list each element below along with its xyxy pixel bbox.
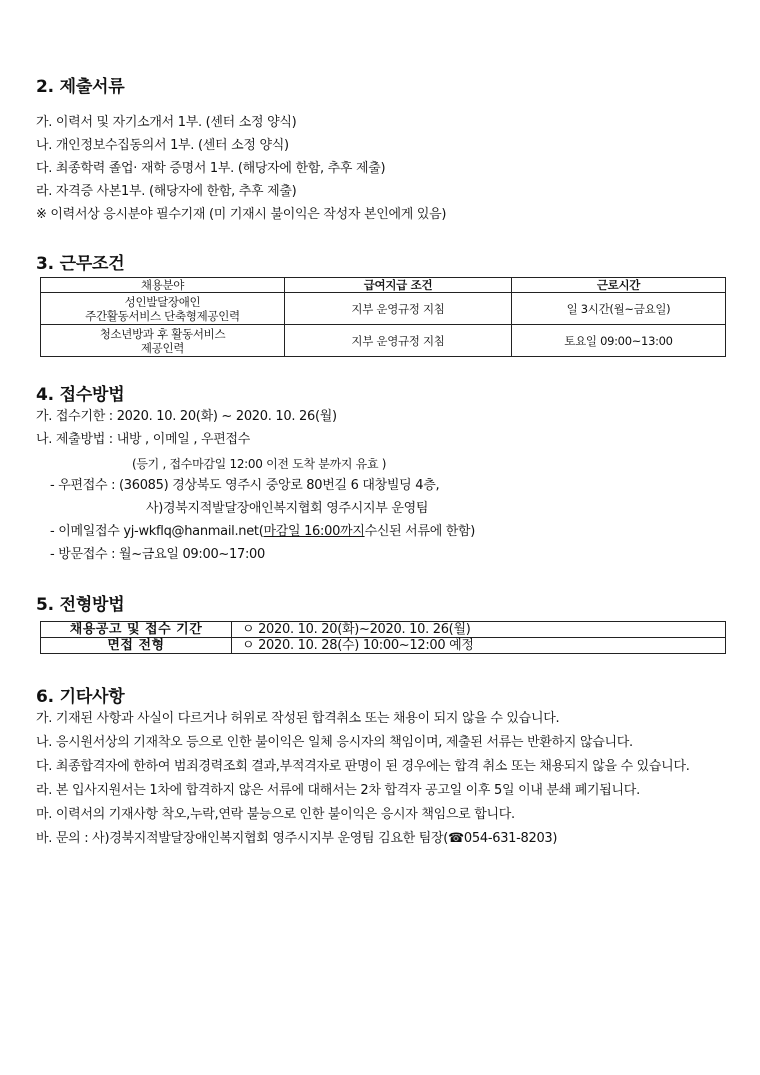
section-2-heading: 2. 제출서류 — [36, 77, 125, 97]
note-item: 나. 응시원서상의 기재착오 등으로 인한 불이익은 일체 응시자의 책임이며, 제출된 서류는 반환하지 않습니다. — [36, 735, 633, 750]
note-item: 다. 최종합격자에 한하여 범죄경력조회 결과,부적격자로 판명이 된 경우에는 합격 취소 또는 채용되지 않을 수 있습니다. — [36, 759, 690, 774]
column-header: 근로시간 — [512, 278, 726, 293]
table-header-row — [41, 278, 726, 293]
table-row — [41, 325, 726, 357]
field-line: 청소년방과 후 활동서비스 — [99, 326, 226, 341]
table-cell — [41, 293, 285, 325]
table-row — [41, 293, 726, 325]
table-row — [41, 622, 726, 638]
sec2-item-3: 다. 최종학력 졸업· 재학 증명서 1부. (해당자에 한함, 추후 제출) — [36, 161, 386, 176]
email-submission — [50, 523, 475, 541]
submission-method: 나. 제출방법 : 내방 , 이메일 , 우편접수 — [36, 432, 251, 447]
field-line: 제공인력 — [140, 340, 185, 355]
selection-table — [40, 621, 726, 654]
note-item: 바. 문의 : 사)경북지적발달장애인복지협회 영주시지부 운영팀 김요한 팀장(☎054-631-8203) — [36, 831, 558, 846]
table-cell: 토요일 09:00~13:00 — [512, 325, 726, 357]
column-header: 급여지급 조건 — [285, 278, 512, 293]
email-deadline: 마감일 16:00까지 — [263, 524, 365, 539]
sec2-item-2: 나. 개인정보수집동의서 1부. (센터 소정 양식) — [36, 138, 289, 153]
table-cell: 지부 운영규정 지침 — [285, 325, 512, 357]
table-cell: 지부 운영규정 지침 — [285, 293, 512, 325]
sec2-item-1: 가. 이력서 및 자기소개서 1부. (센터 소정 양식) — [36, 115, 297, 130]
other-notes — [36, 707, 726, 851]
postal-submission: - 우편접수 : (36085) 경상북도 영주시 중앙로 80번길 6 대창빌딩 4층, — [50, 478, 440, 493]
email-text: - 이메일접수 yj-wkflq@hanmail.net( — [50, 524, 264, 539]
note-item: 가. 기재된 사항과 사실이 다르거나 허위로 작성된 합격취소 또는 채용이 되지 않을 수 있습니다. — [36, 711, 560, 726]
section-4-heading: 4. 접수방법 — [36, 385, 125, 405]
section-3-heading: 3. 근무조건 — [36, 254, 125, 274]
submission-period: 가. 접수기한 : 2020. 10. 20(화) ~ 2020. 10. 26(월) — [36, 409, 337, 424]
section-5-heading: 5. 전형방법 — [36, 595, 125, 615]
visit-submission: - 방문접수 : 월~금요일 09:00~17:00 — [50, 547, 265, 562]
selection-label: 면접 전형 — [41, 638, 232, 654]
submission-method-note: (등기 , 접수마감일 12:00 이전 도착 분까지 유효 ) — [132, 457, 387, 471]
selection-value: ㅇ 2020. 10. 20(화)~2020. 10. 26(월) — [232, 622, 726, 638]
email-text-tail: 수신된 서류에 한함) — [364, 524, 476, 539]
selection-value: ㅇ 2020. 10. 28(수) 10:00~12:00 예정 — [232, 638, 726, 654]
field-line: 주간활동서비스 단축형제공인력 — [85, 308, 240, 323]
field-line: 성인발달장애인 — [124, 294, 201, 309]
note-item: 라. 본 입사지원서는 1차에 합격하지 않은 서류에 대해서는 2차 합격자 공고일 이후 5일 이내 분쇄 폐기됩니다. — [36, 783, 640, 798]
table-cell — [41, 325, 285, 357]
table-cell: 일 3시간(월~금요일) — [512, 293, 726, 325]
column-header: 채용분야 — [41, 278, 285, 293]
work-conditions-table — [40, 277, 726, 357]
postal-recipient: 사)경북지적발달장애인복지협회 영주시지부 운영팀 — [146, 501, 429, 516]
selection-label: 채용공고 및 접수 기간 — [41, 622, 232, 638]
sec2-item-4: 라. 자격증 사본1부. (해당자에 한함, 추후 제출) — [36, 184, 297, 199]
sec2-note: ※ 이력서상 응시분야 필수기재 (미 기재시 불이익은 작성자 본인에게 있음) — [36, 207, 447, 222]
section-6-heading: 6. 기타사항 — [36, 687, 125, 707]
note-item: 마. 이력서의 기재사항 착오,누락,연락 불능으로 인한 불이익은 응시자 책임으로 합니다. — [36, 807, 515, 822]
table-row — [41, 638, 726, 654]
